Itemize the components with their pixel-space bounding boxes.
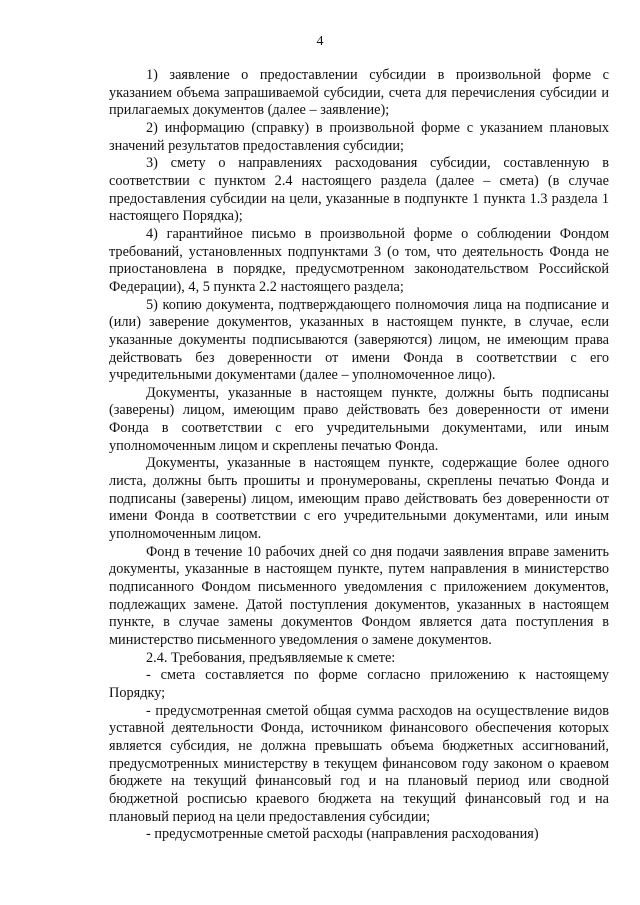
list-item-estimate-form: - смета составляется по форме согласно приложению к настоящему Порядку; [109,667,609,701]
document-body [109,67,609,844]
list-item-estimate-expenses: - предусмотренные сметой расходы (направления расходования) [146,826,539,843]
paragraph-document-replacement: Фонд в течение 10 рабочих дней со дня подачи заявления вправе заменить документы, указанные в настоящем пункте, путем направления в министерство подписанного Фондом письменного уведомления с приложением документов, подлежащих замене. Датой поступления документов, указанных в настоящем пункте, в случае замены документов Фондом является дата поступления в министерство письменного уведомления о замене документов. [109,543,609,648]
paragraph-item-1-application: 1) заявление о предоставлении субсидии в произвольной форме с указанием объема запрашиваемой субсидии, счета для перечисления субсидии и прилагаемых документов (далее – заявление); [109,67,609,119]
paragraph-signing-requirements: Документы, указанные в настоящем пункте, должны быть подписаны (заверены) лицом, имеющим право действовать без доверенности от имени Фонда в соответствии с его учредительными документами, или иным уполномоченным лицом и скреплены печатью Фонда. [109,384,609,454]
list-item-estimate-total: - предусмотренная сметой общая сумма расходов на осуществление видов уставной деятельности Фонда, источником финансового обеспечения которых является субсидия, не должна превышать объема бюджетных ассигнований, предусмотренных министерству в текущем финансовом году законом о краевом бюджете на текущий финансовый год и на плановый период или сводной бюджетной росписью краевого бюджета на текущий финансовый год и на плановый период на цели предоставления субсидии; [109,702,609,825]
paragraph-binding-requirements: Документы, указанные в настоящем пункте, содержащие более одного листа, должны быть прошиты и пронумерованы, скреплены печатью Фонда и подписаны (заверены) лицом, имеющим право действовать без доверенности от имени Фонда в соответствии с его учредительными документами, или иным уполномоченным лицом. [109,455,609,543]
paragraph-item-5-authority-copy: 5) копию документа, подтверждающего полномочия лица на подписание и (или) заверение документов, указанных в настоящем пункте, в случае, если указанные документы подписываются (заверяются) лицом, не имеющим права действовать без доверенности от имени Фонда в соответствии с его учредительными документами (далее – уполномоченное лицо). [109,296,609,384]
paragraph-item-2-information: 2) информацию (справку) в произвольной форме с указанием плановых значений результатов предоставления субсидии; [109,119,609,154]
section-heading-estimate-requirements: 2.4. Требования, предъявляемые к смете: [146,649,396,666]
paragraph-item-4-guarantee-letter: 4) гарантийное письмо в произвольной форме о соблюдении Фондом требований, установленных подпунктами 3 (о том, что деятельность Фонда не приостановлена в порядке, предусмотренном законодательством Российской Федерации), 4, 5 пункта 2.2 настоящего раздела; [109,225,609,295]
page-number: 4 [316,34,324,49]
paragraph-item-3-estimate: 3) смету о направлениях расходования субсидии, составленную в соответствии с пунктом 2.4 настоящего раздела (далее – смета) (в случае предоставления субсидии на цели, указанные в подпункте 1 пункта 1.3 раздела 1 настоящего Порядка); [109,155,609,225]
